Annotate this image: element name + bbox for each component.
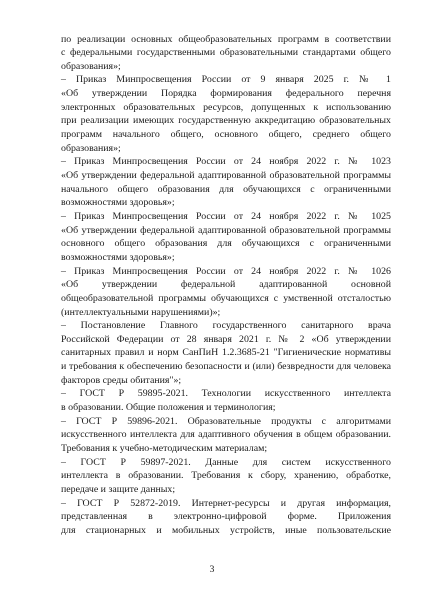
text-line: – Приказ Минпросвещения России от 24 ноября 2022 г. № 1025 <box>61 210 391 222</box>
text-line: образования»; <box>61 142 121 154</box>
text-line: – ГОСТ Р 59897-2021. Данные для систем искусственного <box>61 456 391 468</box>
text-line: «Об утверждении федеральной адаптированной образовательной программы <box>61 224 391 236</box>
text-line: основного общего образования для обучающихся с ограниченными <box>61 238 391 250</box>
text-line: – ГОСТ Р 59896-2021. Образовательные продукты с алгоритмами <box>61 415 391 427</box>
text-line: – Постановление Главного государственного санитарного врача <box>61 320 391 332</box>
text-line: представленная в электронно-цифровой форме. Приложения <box>61 511 391 523</box>
page-number: 3 <box>209 564 215 575</box>
text-line: возможностями здоровья»; <box>61 197 175 209</box>
text-line: – Приказ Минпросвещения России от 9 января 2025 г. № 1 <box>61 74 391 86</box>
text-line: – Приказ Минпросвещения России от 24 ноября 2022 г. № 1023 <box>61 156 391 168</box>
text-line: программ начального общего, основного общего, среднего общего <box>61 129 391 141</box>
text-line: при реализации имеющих государственную аккредитацию образовательных <box>61 115 391 127</box>
text-line: – ГОСТ Р 52872-2019. Интернет-ресурсы и другая информация, <box>61 497 391 509</box>
text-line: (интеллектуальными нарушениями)»; <box>61 306 221 318</box>
text-line: искусственного интеллекта для адаптивного обучения в общем образовании. <box>61 429 391 441</box>
text-line: «Об утверждении федеральной адаптированной образовательной программы <box>61 170 391 181</box>
text-line: в образовании. Общие положения и терминология; <box>61 402 276 414</box>
text-line: «Об утверждении Порядка формирования федерального перечня <box>61 88 391 100</box>
text-line: Российской Федерации от 28 января 2021 г. № 2 «Об утверждении <box>61 333 391 345</box>
text-line: электронных образовательных ресурсов, допущенных к использованию <box>61 101 391 113</box>
text-line: образования»; <box>61 60 121 72</box>
text-line: санитарных правил и норм СанПиН 1.2.3685-21 "Гигиенические нормативы <box>61 347 391 359</box>
text-line: передаче и защите данных; <box>61 483 176 495</box>
text-line: начального общего образования для обучающихся с ограниченными <box>61 183 391 195</box>
text-line: «Об утверждении федеральной адаптированной основной <box>61 279 391 291</box>
text-line: общеобразовательной программы обучающихся с умственной отсталостью <box>61 292 391 304</box>
text-line: Требования к учебно-методическим материалам; <box>61 443 268 454</box>
text-line: – ГОСТ Р 59895-2021. Технологии искусственного интеллекта <box>61 388 391 400</box>
text-line: и требования к обеспечению безопасности и (или) безвредности для человека <box>61 361 391 373</box>
text-line: – Приказ Минпросвещения России от 24 ноября 2022 г. № 1026 <box>61 265 391 277</box>
text-line: интеллекта в образовании. Требования к сбору, хранению, обработке, <box>61 470 391 482</box>
text-line: с федеральными государственными образовательными стандартами общего <box>61 47 391 59</box>
text-line: факторов среды обитания"»; <box>61 374 182 386</box>
text-line: для стационарных и мобильных устройств, иные пользовательские <box>61 524 391 536</box>
text-line: по реализации основных общеобразовательных программ в соответствии <box>61 33 391 45</box>
text-line: возможностями здоровья»; <box>61 251 175 263</box>
